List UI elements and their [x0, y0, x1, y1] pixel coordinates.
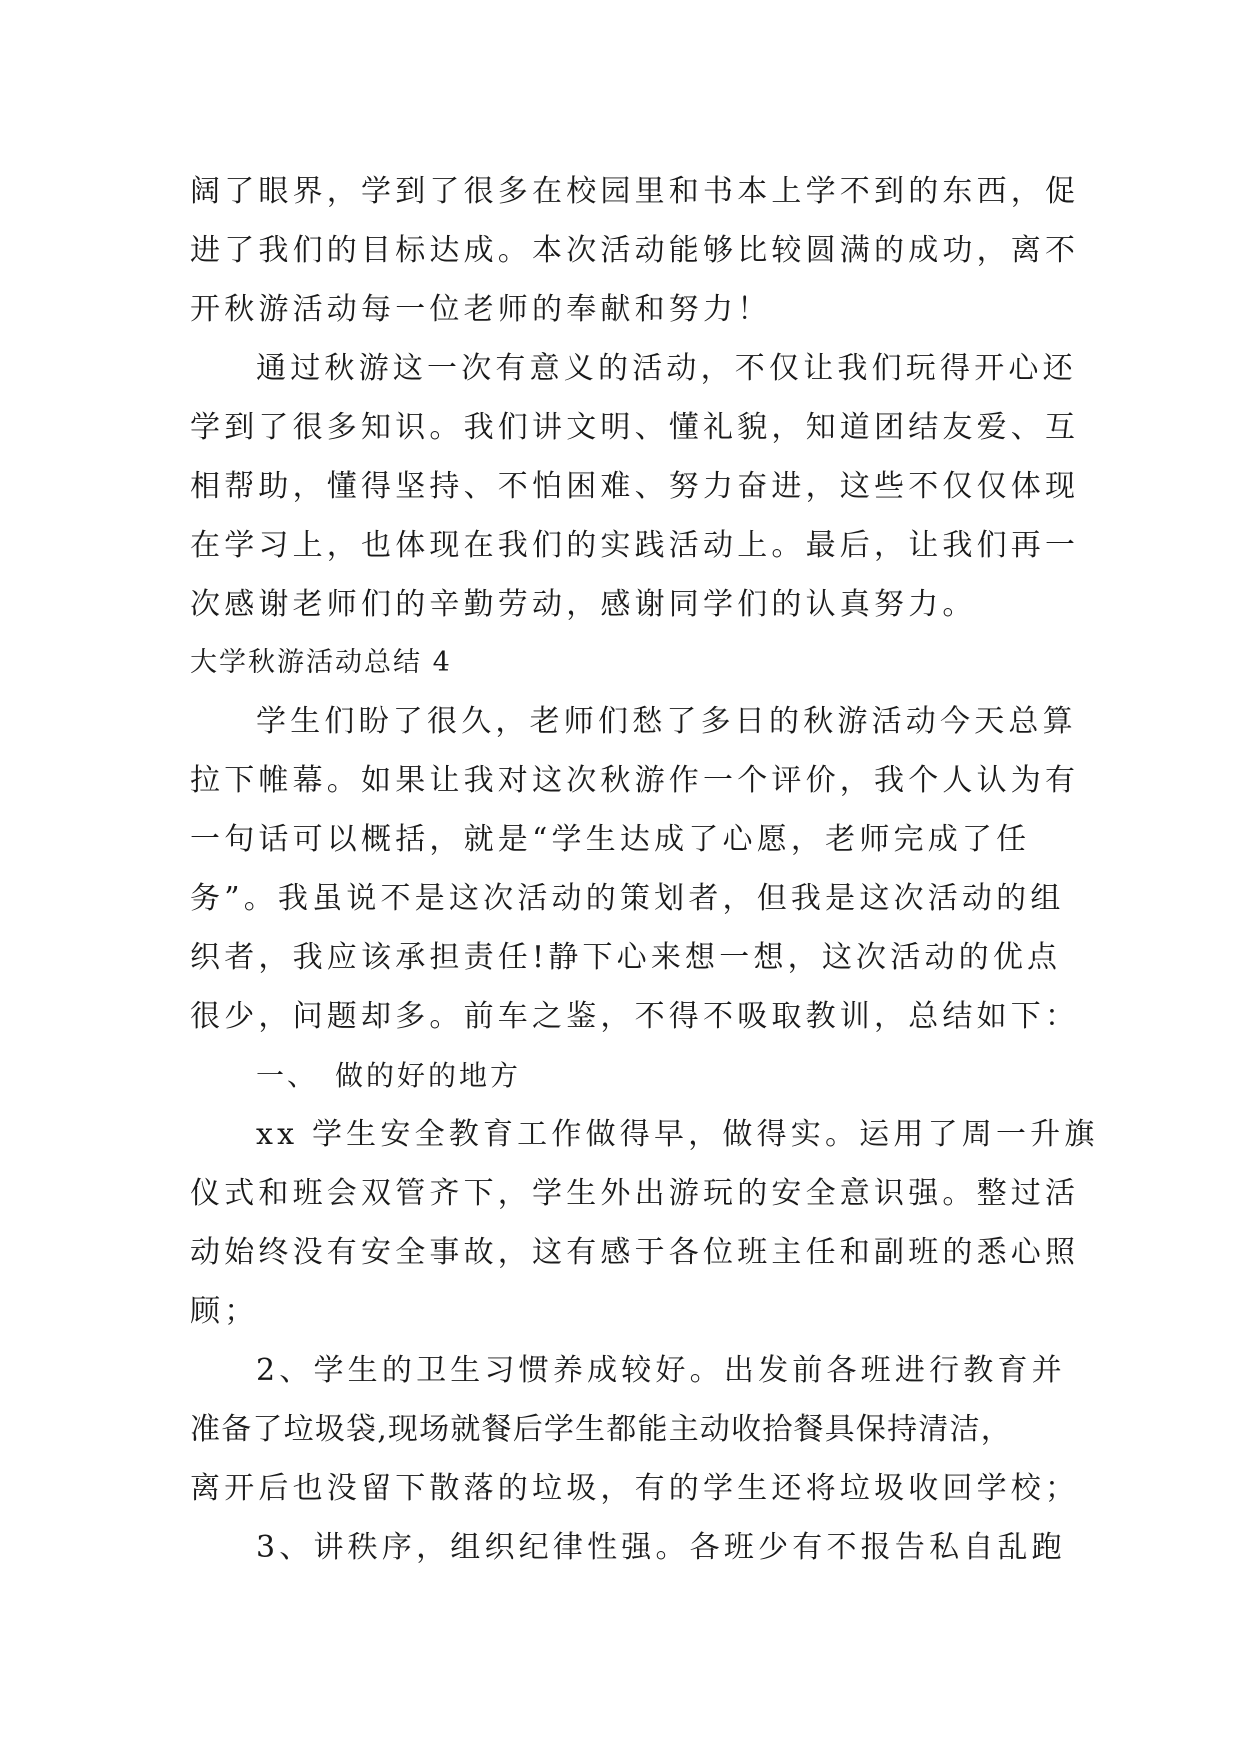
list-subheading: 一、 做的好的地方	[256, 1059, 522, 1092]
paragraph-line: 开秋游活动每一位老师的奉献和努力！	[190, 292, 772, 327]
paragraph-line: 一句话可以概括，就是“学生达成了心愿，老师完成了任	[190, 822, 1031, 857]
paragraph-line: 织者，我应该承担责任!静下心来想一想，这次活动的优点	[190, 940, 1062, 975]
document-body	[190, 162, 1099, 1577]
paragraph-line: xx 学生安全教育工作做得早，做得实。运用了周一升旗	[256, 1117, 1099, 1152]
paragraph-line: 动始终没有安全事故，这有感于各位班主任和副班的悉心照	[190, 1235, 1080, 1270]
paragraph-line: 通过秋游这一次有意义的活动，不仅让我们玩得开心还	[256, 351, 1077, 386]
paragraph-line: 进了我们的目标达成。本次活动能够比较圆满的成功，离不	[190, 233, 1080, 268]
paragraph-line: 阔了眼界，学到了很多在校园里和书本上学不到的东西，促	[190, 174, 1080, 209]
paragraph-line: 3、讲秩序，组织纪律性强。各班少有不报告私自乱跑	[256, 1530, 1066, 1565]
paragraph-line: 仪式和班会双管齐下，学生外出游玩的安全意识强。整过活	[190, 1176, 1080, 1211]
paragraph-line: 次感谢老师们的辛勤劳动，感谢同学们的认真努力。	[190, 587, 977, 622]
section-heading: 大学秋游活动总结 4	[190, 647, 452, 678]
paragraph-line: 准备了垃圾袋,现场就餐后学生都能主动收拾餐具保持清洁，	[190, 1412, 1012, 1447]
paragraph-line: 学生们盼了很久，老师们愁了多日的秋游活动今天总算	[256, 704, 1077, 739]
paragraph-line: 离开后也没留下散落的垃圾，有的学生还将垃圾收回学校；	[190, 1471, 1080, 1506]
paragraph-line: 务”。我虽说不是这次活动的策划者，但我是这次活动的组	[190, 881, 1065, 916]
paragraph-line: 顾；	[190, 1294, 259, 1329]
paragraph-line: 很少，问题却多。前车之鉴，不得不吸取教训，总结如下：	[190, 999, 1080, 1034]
paragraph-line: 在学习上，也体现在我们的实践活动上。最后，让我们再一	[190, 528, 1080, 563]
paragraph-line: 相帮助，懂得坚持、不怕困难、努力奋进，这些不仅仅体现	[190, 469, 1080, 504]
paragraph-line: 2、学生的卫生习惯养成较好。出发前各班进行教育并	[256, 1353, 1066, 1388]
paragraph-line: 学到了很多知识。我们讲文明、懂礼貌，知道团结友爱、互	[190, 410, 1080, 445]
paragraph-line: 拉下帷幕。如果让我对这次秋游作一个评价，我个人认为有	[190, 763, 1080, 798]
